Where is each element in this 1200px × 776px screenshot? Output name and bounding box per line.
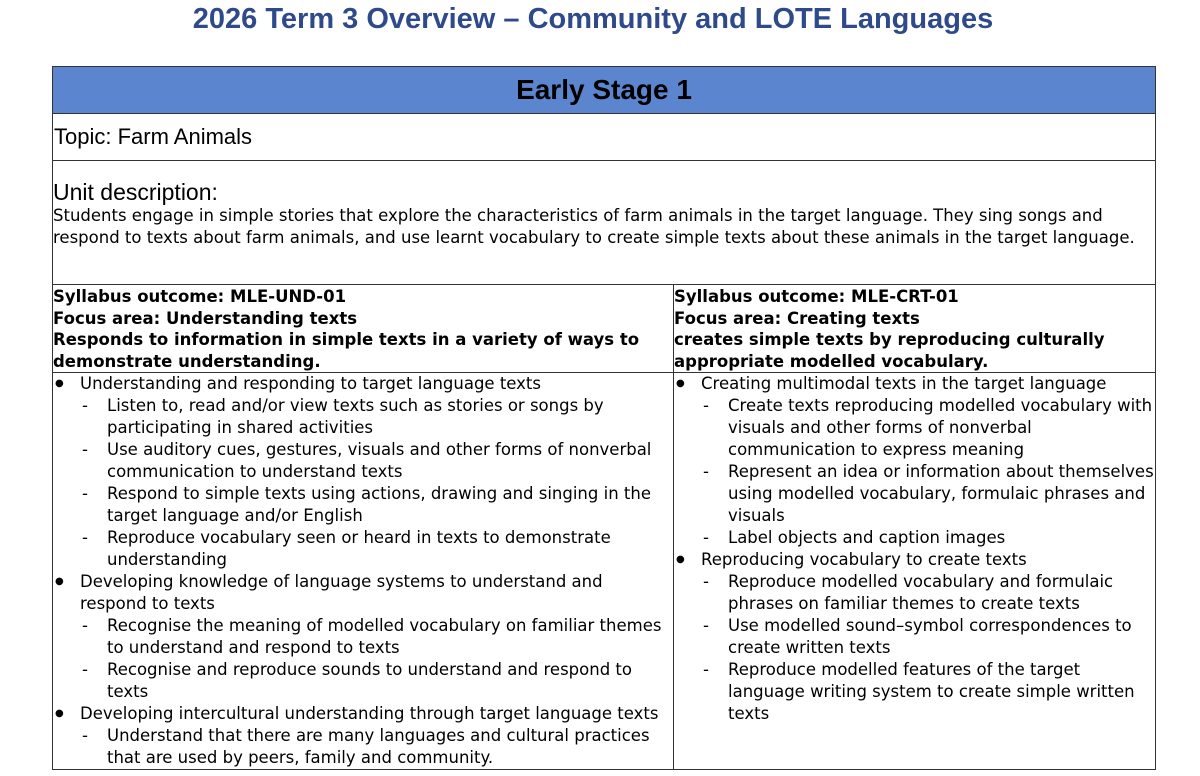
outcome-header-und [53,285,673,373]
sub-item: - Respond to simple texts using actions, drawing and singing in the target language and/or English [80,483,663,527]
sub-item: - Label objects and caption images [701,527,1155,549]
sub-item: - Create texts reproducing modelled vocabulary with visuals and other forms of nonverbal communication to express meaning [701,395,1155,461]
creating-list [674,373,1155,725]
sub-item: - Use modelled sound–symbol correspondences to create written texts [701,615,1155,659]
syllabus-outcome-und: Syllabus outcome: MLE-UND-01 [53,287,347,306]
sub-item: - Recognise and reproduce sounds to understand and respond to texts [80,659,663,703]
outcome-header-crt [674,285,1155,373]
unit-description-heading: Unit description: [53,179,218,205]
sub-item: - Reproduce vocabulary seen or heard in texts to demonstrate understanding [80,527,663,571]
list-item: ● Developing knowledge of language systems to understand and respond to texts - Recognise the meaning of modelled vocabulary on familiar themes to understand and respond to texts - Recognise and reproduce sounds to understand and respond to texts [53,571,663,703]
list-item: ● Understanding and responding to target language texts - Listen to, read and/or view texts such as stories or songs by participating in shared activities - Use auditory cues, gestures, visuals and other forms of nonverbal communication to understand texts - Respond to simple texts using actions, drawing and singing in the target language and/or English - Reproduce vocabulary seen or heard in texts to demonstrate understanding [53,373,663,571]
creating-column [674,285,1156,770]
focus-area-crt: Focus area: Creating texts [674,308,920,328]
unit-description-text: Students engage in simple stories that explore the characteristics of farm animals in the target language. They sing songs and respond to texts about farm animals, and use learnt vocabulary to create simple texts about these animals in the target language. [53,206,1135,247]
list-item: ● Developing intercultural understanding through target language texts - Understand that there are many languages and cultural practices that are used by peers, family and community. [53,703,663,769]
sub-item: - Reproduce modelled features of the target language writing system to create simple written texts [701,659,1155,725]
understanding-column [53,285,674,770]
sub-item: - Use auditory cues, gestures, visuals and other forms of nonverbal communication to understand texts [80,439,663,483]
syllabus-outcome-crt: Syllabus outcome: MLE-CRT-01 [674,287,959,306]
unit-description [53,161,1156,285]
topic-label: Topic: Farm Animals [53,114,1156,161]
page-title: 2026 Term 3 Overview – Community and LOTE Languages [192,3,994,35]
sub-item: - Recognise the meaning of modelled vocabulary on familiar themes to understand and respond to texts [80,615,663,659]
list-item: ● Creating multimodal texts in the target language - Create texts reproducing modelled vocabulary with visuals and other forms of nonverbal communication to express meaning - Represent an idea or information about themselves using modelled vocabulary, formulaic phrases and visuals - Label objects and caption images [674,373,1155,549]
list-item: ● Reproducing vocabulary to create texts - Reproduce modelled vocabulary and formulaic phrases on familiar themes to create texts - Use modelled sound–symbol correspondences to create written texts - Reproduce modelled features of the target language writing system to create simple written texts [674,549,1155,725]
focus-area-und: Focus area: Understanding texts [53,308,358,328]
sub-item: - Reproduce modelled vocabulary and formulaic phrases on familiar themes to create texts [701,571,1155,615]
overview-table [52,66,1156,770]
sub-item: - Listen to, read and/or view texts such as stories or songs by participating in shared activities [80,395,663,439]
understanding-list [53,373,673,769]
outcome-statement-crt: creates simple texts by reproducing culturally appropriate modelled vocabulary. [674,330,1105,371]
stage-header: Early Stage 1 [53,67,1156,114]
outcome-statement-und: Responds to information in simple texts in a variety of ways to demonstrate understanding. [53,330,640,371]
sub-item: - Represent an idea or information about themselves using modelled vocabulary, formulaic phrases and visuals [701,461,1155,527]
sub-item: - Understand that there are many languages and cultural practices that are used by peers, family and community. [80,725,663,769]
